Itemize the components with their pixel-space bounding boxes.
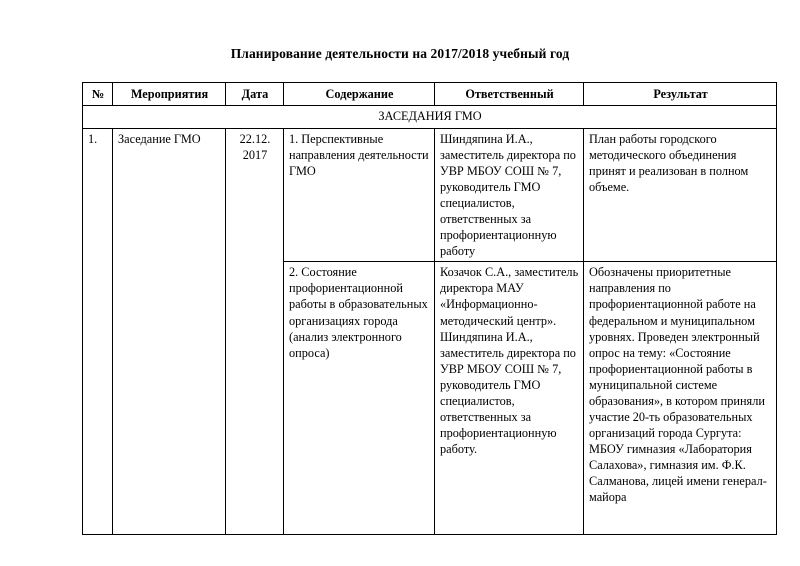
cell-content: 2. Состояние профориентационной работы в образовательных организациях города (анализ электронного опроса)	[284, 262, 435, 535]
cell-content: 1. Перспективные направления деятельности ГМО	[284, 129, 435, 262]
cell-row-number: 1.	[83, 129, 113, 535]
planning-table	[82, 82, 777, 535]
column-header-date: Дата	[226, 83, 284, 106]
date-year: 2017	[242, 148, 268, 163]
section-heading-label: ЗАСЕДАНИЯ ГМО	[83, 106, 777, 129]
cell-event-name: Заседание ГМО	[113, 129, 226, 535]
cell-responsible: Шиндяпина И.А., заместитель директора по УВР МБОУ СОШ № 7, руководитель ГМО специалистов, ответственных за профориентационную работу	[435, 129, 584, 262]
table-row	[83, 129, 777, 262]
cell-date	[226, 129, 284, 535]
cell-result: План работы городского методического объединения принят и реализован в полном объеме.	[584, 129, 777, 262]
section-heading-row	[83, 106, 777, 129]
page-title: Планирование деятельности на 2017/2018 учебный год	[230, 46, 570, 61]
cell-result: Обозначены приоритетные направления по профориентационной работе на федеральном и муниципальном уровнях. Проведен электронный опрос на тему: «Состояние профориентационной работы в муниципальной системе образования», в котором приняли участие 20-ть образовательных организаций города Сургута: МБОУ гимназия «Лаборатория Салахова», гимназия им. Ф.К. Салманова, лицей имени генерал-майора	[584, 262, 777, 535]
cell-responsible: Козачок С.А., заместитель директора МАУ «Информационно-методический центр». Шиндяпина И.А., заместитель директора по УВР МБОУ СОШ № 7, руководитель ГМО специалистов, ответственных за профориентационную работу.	[435, 262, 584, 535]
column-header-result: Результат	[584, 83, 777, 106]
table-header-row	[83, 83, 777, 106]
date-day-month: 22.12.	[239, 132, 271, 146]
column-header-num: №	[83, 83, 113, 106]
column-header-content: Содержание	[284, 83, 435, 106]
column-header-event: Мероприятия	[113, 83, 226, 106]
column-header-responsible: Ответственный	[435, 83, 584, 106]
